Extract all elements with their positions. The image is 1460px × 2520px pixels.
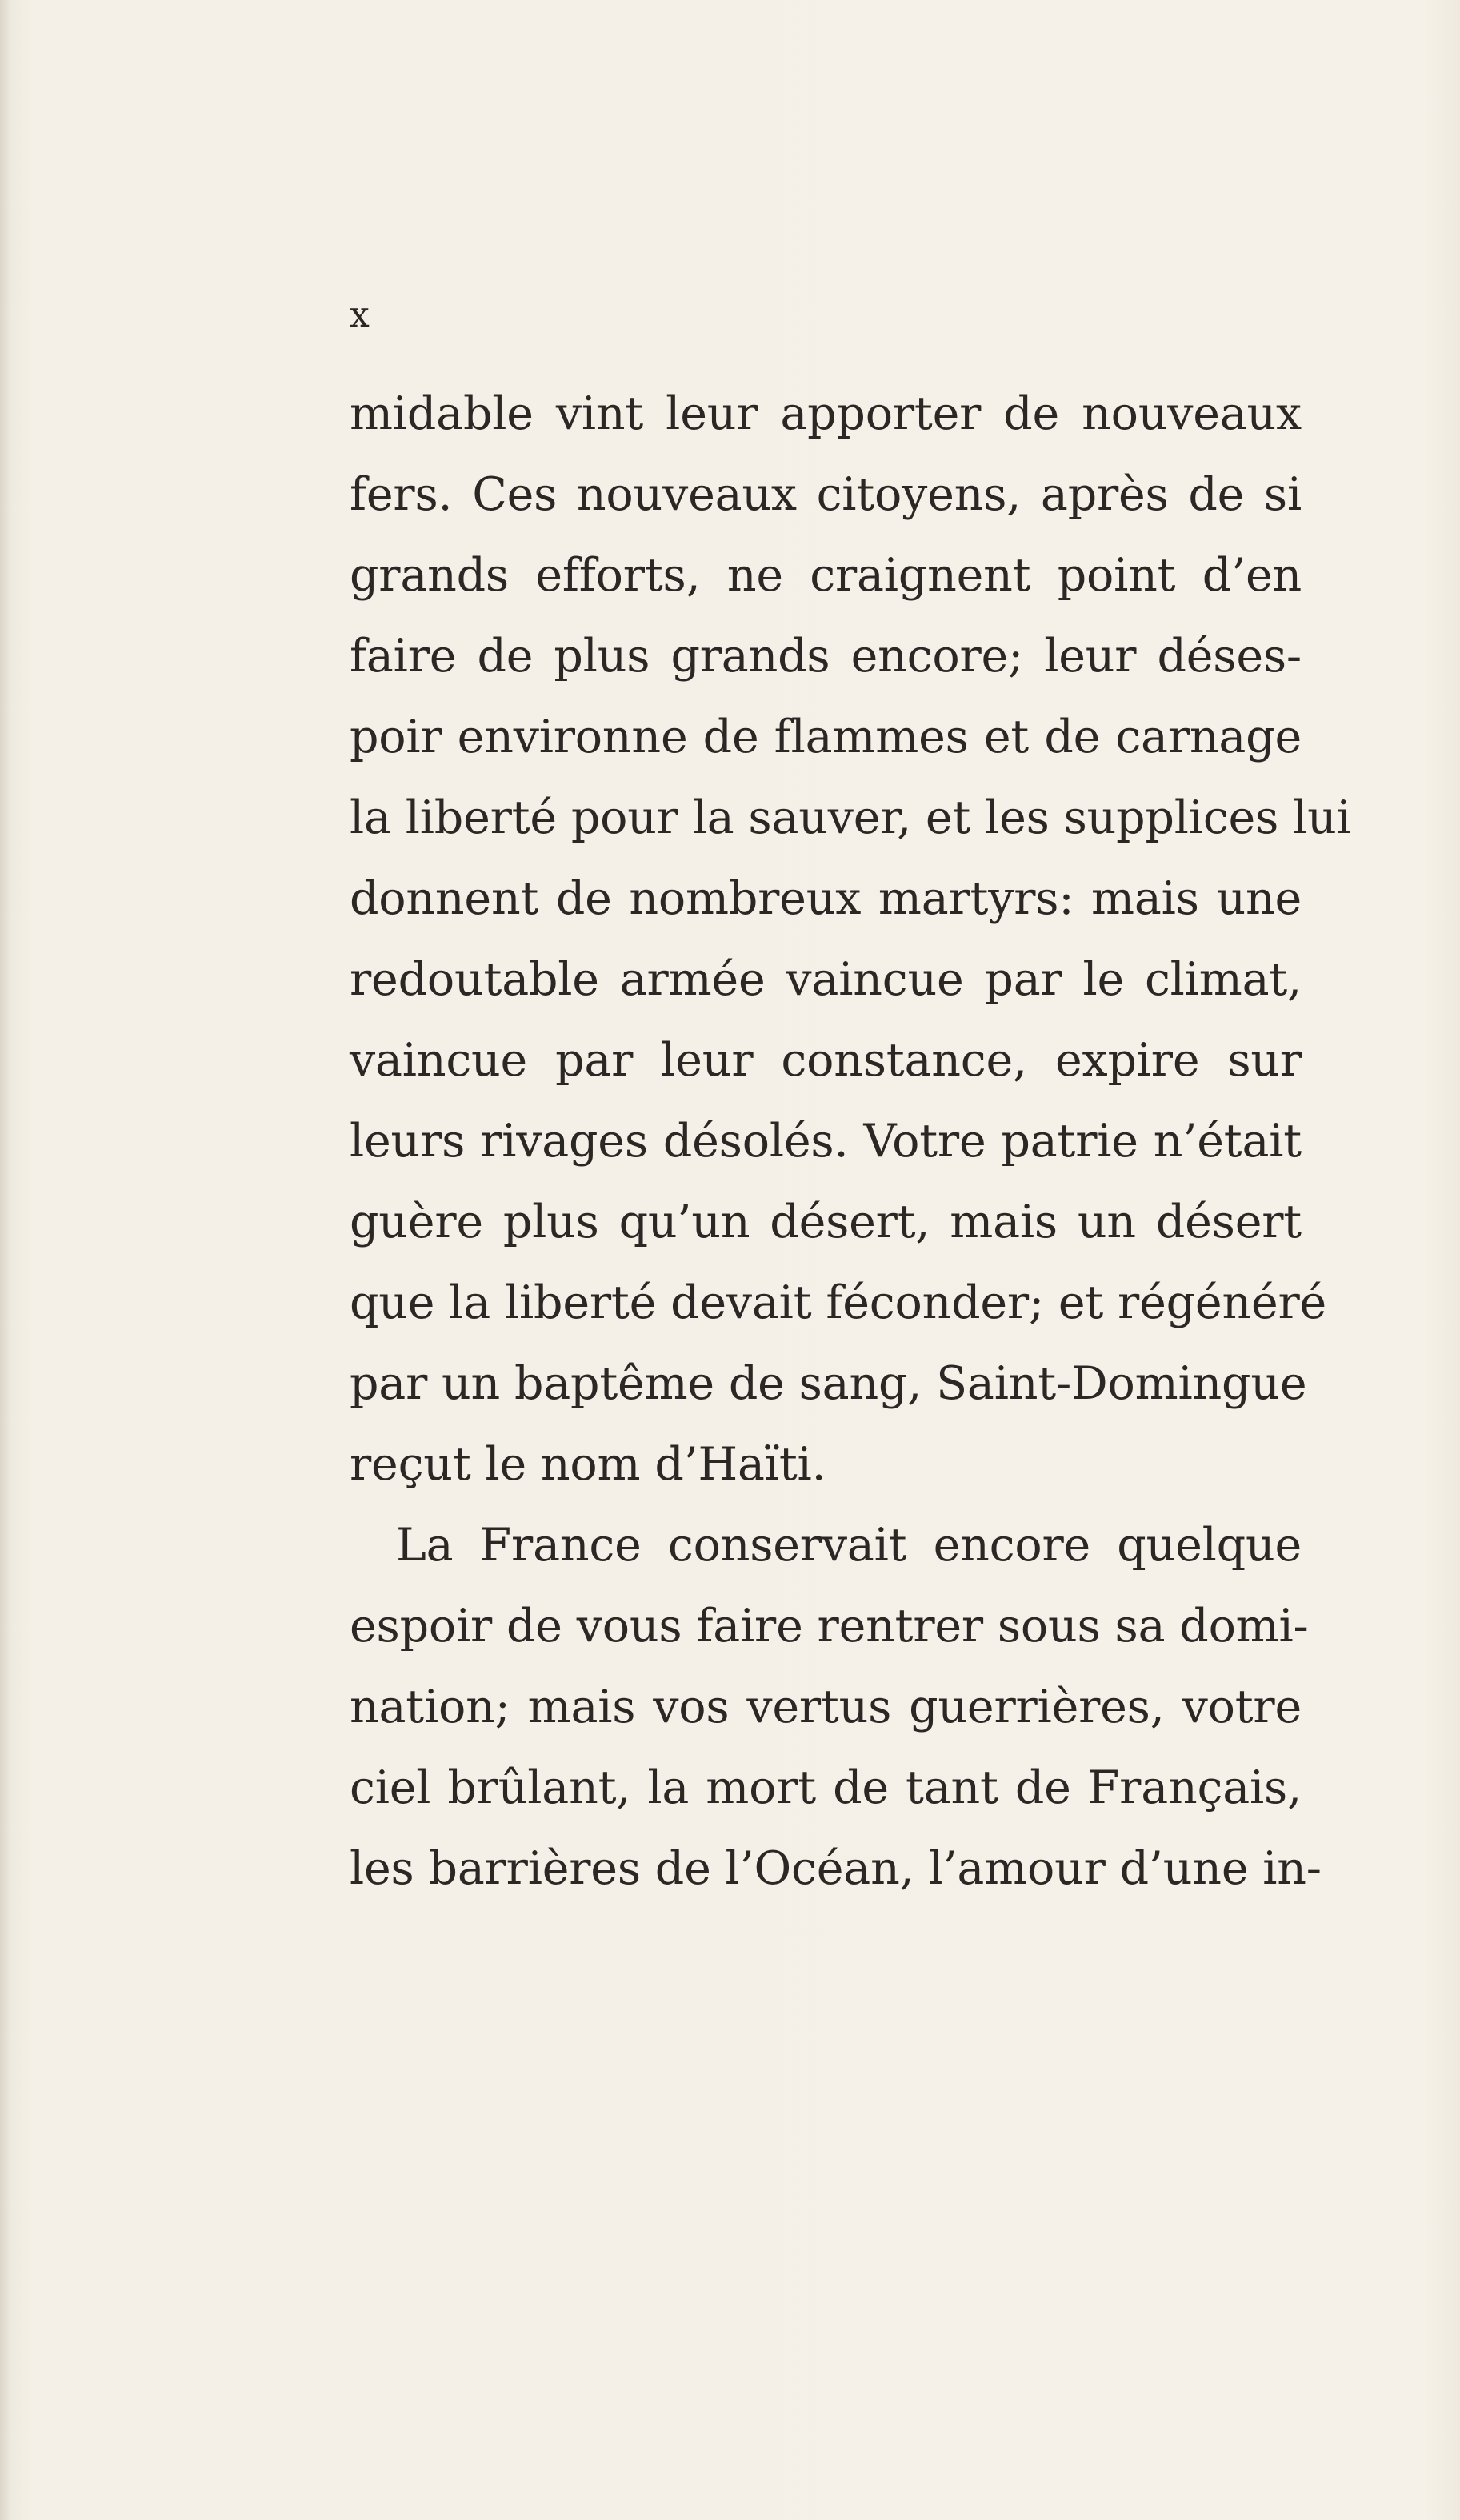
text-line: leurs rivages désolés. Votre patrie n’était [350,1115,1302,1168]
text-line: faire de plus grands encore; leur déses- [350,630,1302,683]
text-line: vaincue par leur constance, expire sur [350,1034,1302,1087]
body-text [350,374,1351,1909]
text-line-paragraph-end: reçut le nom d’Haïti. [350,1438,826,1491]
text-line-paragraph-start: La France conservait encore quelque [396,1519,1302,1572]
text-line: ciel brûlant, la mort de tant de Français, [350,1761,1302,1814]
text-line: donnent de nombreux martyrs: mais une [350,872,1302,925]
page-number: x [350,294,370,335]
text-line: poir environne de flammes et de carnage [350,711,1302,763]
text-line: redoutable armée vaincue par le climat, [350,953,1302,1006]
text-line: guère plus qu’un désert, mais un désert [350,1196,1302,1248]
text-line: par un baptême de sang, Saint-Domingue [350,1357,1307,1410]
text-line: la liberté pour la sauver, et les supplices lui [350,791,1351,844]
text-line: grands efforts, ne craignent point d’en [350,549,1302,602]
text-line: nation; mais vos vertus guerrières, votre [350,1681,1302,1733]
text-line: que la liberté devait féconder; et régénéré [350,1276,1327,1329]
text-line: midable vint leur apporter de nouveaux [350,387,1302,440]
text-line: espoir de vous faire rentrer sous sa domi- [350,1600,1309,1653]
text-line: fers. Ces nouveaux citoyens, après de si [350,468,1302,521]
page-edge-shadow [0,0,11,2520]
text-line: les barrières de l’Océan, l’amour d’une in- [350,1842,1322,1895]
